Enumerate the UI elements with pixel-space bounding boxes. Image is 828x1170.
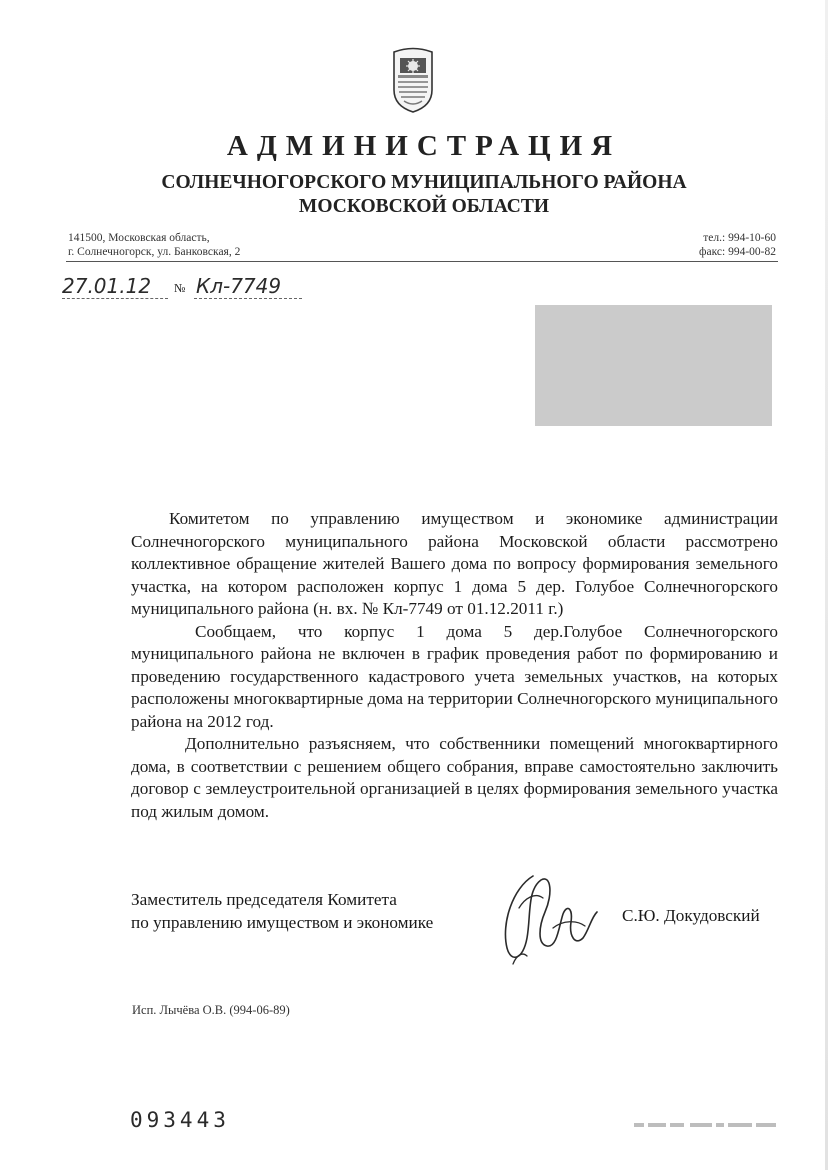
agency-subtitle-region: МОСКОВСКОЙ ОБЛАСТИ (298, 196, 550, 217)
signer-name: С.Ю. Докудовский (622, 906, 760, 925)
body-paragraph: Комитетом по управлению имуществом и экономике администрации Солнечногорского муниципального района Московской области рассмотрено коллективное обращение жителей Вашего дома по вопросу формирования земельного участка, на котором расположен корпус 1 дома 5 дер. Голубое Солнечногорского муниципального района (н. вх. № Кл-7749 от 01.12.2011 г.) (131, 509, 778, 618)
number-sign: № (174, 281, 186, 295)
position-line: Заместитель председателя Комитета (131, 890, 397, 909)
handwritten-signature (493, 868, 605, 973)
outgoing-reference (62, 272, 322, 306)
letter-body (131, 508, 778, 823)
form-serial-number: 093443 (130, 1108, 230, 1132)
printer-mark (634, 1120, 776, 1130)
header-divider (66, 261, 778, 262)
number-underline (194, 298, 302, 299)
address-line: 141500, Московская область, (68, 232, 210, 244)
executor-info: Исп. Лычёва О.В. (994-06-89) (132, 1003, 290, 1017)
position-line: по управлению имуществом и экономике (131, 912, 434, 932)
address-line: г. Солнечногорск, ул. Банковская, 2 (68, 246, 241, 258)
date-underline (62, 298, 168, 299)
postal-address (68, 231, 240, 259)
body-paragraph: Дополнительно разъясняем, что собственники помещений многоквартирного дома, в соответствии с решением общего собрания, вправе самостоятельно заключить договор с землеустроительной организацией в целях формирования земельного участка под жилым домом. (131, 734, 778, 821)
reference-number: Кл-7749 (196, 274, 282, 298)
signatory-position (131, 889, 433, 934)
coat-of-arms-icon (388, 44, 438, 114)
redacted-addressee (535, 305, 772, 426)
fax-number: факс: 994-00-82 (699, 246, 776, 258)
contact-info (699, 231, 776, 259)
reference-date: 27.01.12 (62, 274, 152, 298)
phone-number: тел.: 994-10-60 (703, 232, 776, 244)
agency-subtitle-district: СОЛНЕЧНОГОРСКОГО МУНИЦИПАЛЬНОГО РАЙОНА (161, 172, 687, 193)
body-paragraph: Сообщаем, что корпус 1 дома 5 дер.Голубое Солнечногорского муниципального района не включен в график проведения работ по формированию и проведению государственного кадастрового учета земельных участков, на которых расположены многоквартирные дома на территории Солнечногорского муниципального района на 2012 год. (131, 621, 779, 731)
agency-title: АДМИНИСТРАЦИЯ (226, 130, 622, 162)
